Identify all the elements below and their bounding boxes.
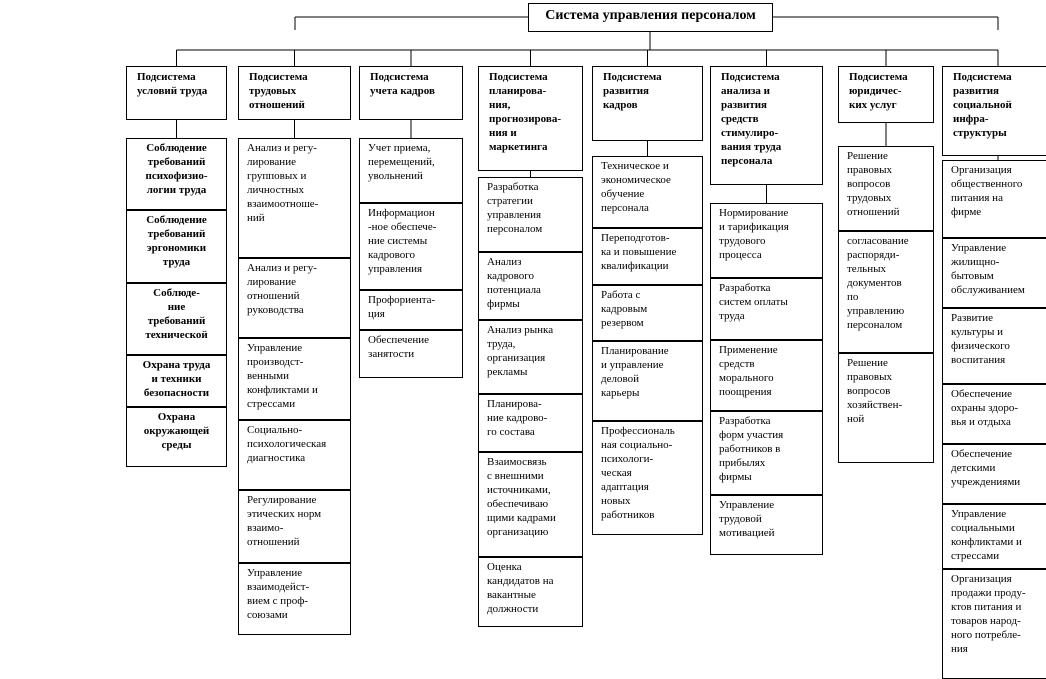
function-box: Информацион -ное обеспече- ние системы кадрового управления (359, 203, 463, 290)
function-box: Планирова- ние кадрово- го состава (478, 394, 583, 452)
function-box: Социально- психологическая диагностика (238, 420, 351, 490)
function-box: Решение правовых вопросов трудовых отношений (838, 146, 934, 231)
function-box: Обеспечение детскими учреждениями (942, 444, 1046, 504)
function-box: Охрана окружающей среды (126, 407, 227, 467)
function-box: Разработка стратегии управления персоналом (478, 177, 583, 252)
subsystem-title-box: Подсистема условий труда (126, 66, 227, 120)
function-box: Анализ и регу- лирование групповых и личностных взаимоотноше- ний (238, 138, 351, 258)
function-box: Анализ кадрового потенциала фирмы (478, 252, 583, 320)
function-box: Техническое и экономическое обучение персонала (592, 156, 703, 228)
function-box: Профориента- ция (359, 290, 463, 330)
function-box: Охрана труда и техники безопасности (126, 355, 227, 407)
function-box: Работа с кадровым резервом (592, 285, 703, 341)
root-node-title: Система управления персоналом (528, 3, 773, 32)
function-box: Профессиональ ная социально- психологи- ческая адаптация новых работников (592, 421, 703, 535)
function-box: согласование распоряди- тельных документов по управлению персоналом (838, 231, 934, 353)
function-box: Разработка систем оплаты труда (710, 278, 823, 340)
subsystem-title-box: Подсистема учета кадров (359, 66, 463, 120)
function-box: Разработка форм участия работников в прибылях фирмы (710, 411, 823, 495)
function-box: Соблюде- ние требований технической (126, 283, 227, 355)
function-box: Управление производст- венными конфликтами и стрессами (238, 338, 351, 420)
function-box: Обеспечение занятости (359, 330, 463, 378)
function-box: Решение правовых вопросов хозяйствен- ной (838, 353, 934, 463)
subsystem-title-box: Подсистема планирова- ния, прогнозирова- ния и маркетинга (478, 66, 583, 171)
function-box: Управление взаимодейст- вием с проф- союзами (238, 563, 351, 635)
function-box: Применение средств морального поощрения (710, 340, 823, 411)
subsystem-title-box: Подсистема развития кадров (592, 66, 703, 141)
subsystem-title-box: Подсистема анализа и развития средств стимулиро- вания труда персонала (710, 66, 823, 185)
function-box: Организация продажи проду- ктов питания и товаров народ- ного потребле- ния (942, 569, 1046, 679)
function-box: Анализ и регу- лирование отношений руководства (238, 258, 351, 338)
function-box: Переподготов- ка и повышение квалификации (592, 228, 703, 285)
function-box: Управление социальными конфликтами и стрессами (942, 504, 1046, 569)
function-box: Соблюдение требований эргономики труда (126, 210, 227, 283)
function-box: Оценка кандидатов на вакантные должности (478, 557, 583, 627)
function-box: Управление трудовой мотивацией (710, 495, 823, 555)
function-box: Нормирование и тарификация трудового процесса (710, 203, 823, 278)
function-box: Развитие культуры и физического воспитания (942, 308, 1046, 384)
function-box: Соблюдение требований психофизио- логии труда (126, 138, 227, 210)
function-box: Анализ рынка труда, организация рекламы (478, 320, 583, 394)
function-box: Планирование и управление деловой карьеры (592, 341, 703, 421)
function-box: Учет приема, перемещений, увольнений (359, 138, 463, 203)
function-box: Регулирование этических норм взаимо- отношений (238, 490, 351, 563)
function-box: Организация общественного питания на фирме (942, 160, 1046, 238)
function-box: Обеспечение охраны здоро- вья и отдыха (942, 384, 1046, 444)
subsystem-title-box: Подсистема юридичес- ких услуг (838, 66, 934, 123)
subsystem-title-box: Подсистема развития социальной инфра- структуры (942, 66, 1046, 156)
subsystem-title-box: Подсистема трудовых отношений (238, 66, 351, 120)
function-box: Взаимосвязь с внешними источниками, обеспечиваю щими кадрами организацию (478, 452, 583, 557)
function-box: Управление жилищно- бытовым обслуживанием (942, 238, 1046, 308)
